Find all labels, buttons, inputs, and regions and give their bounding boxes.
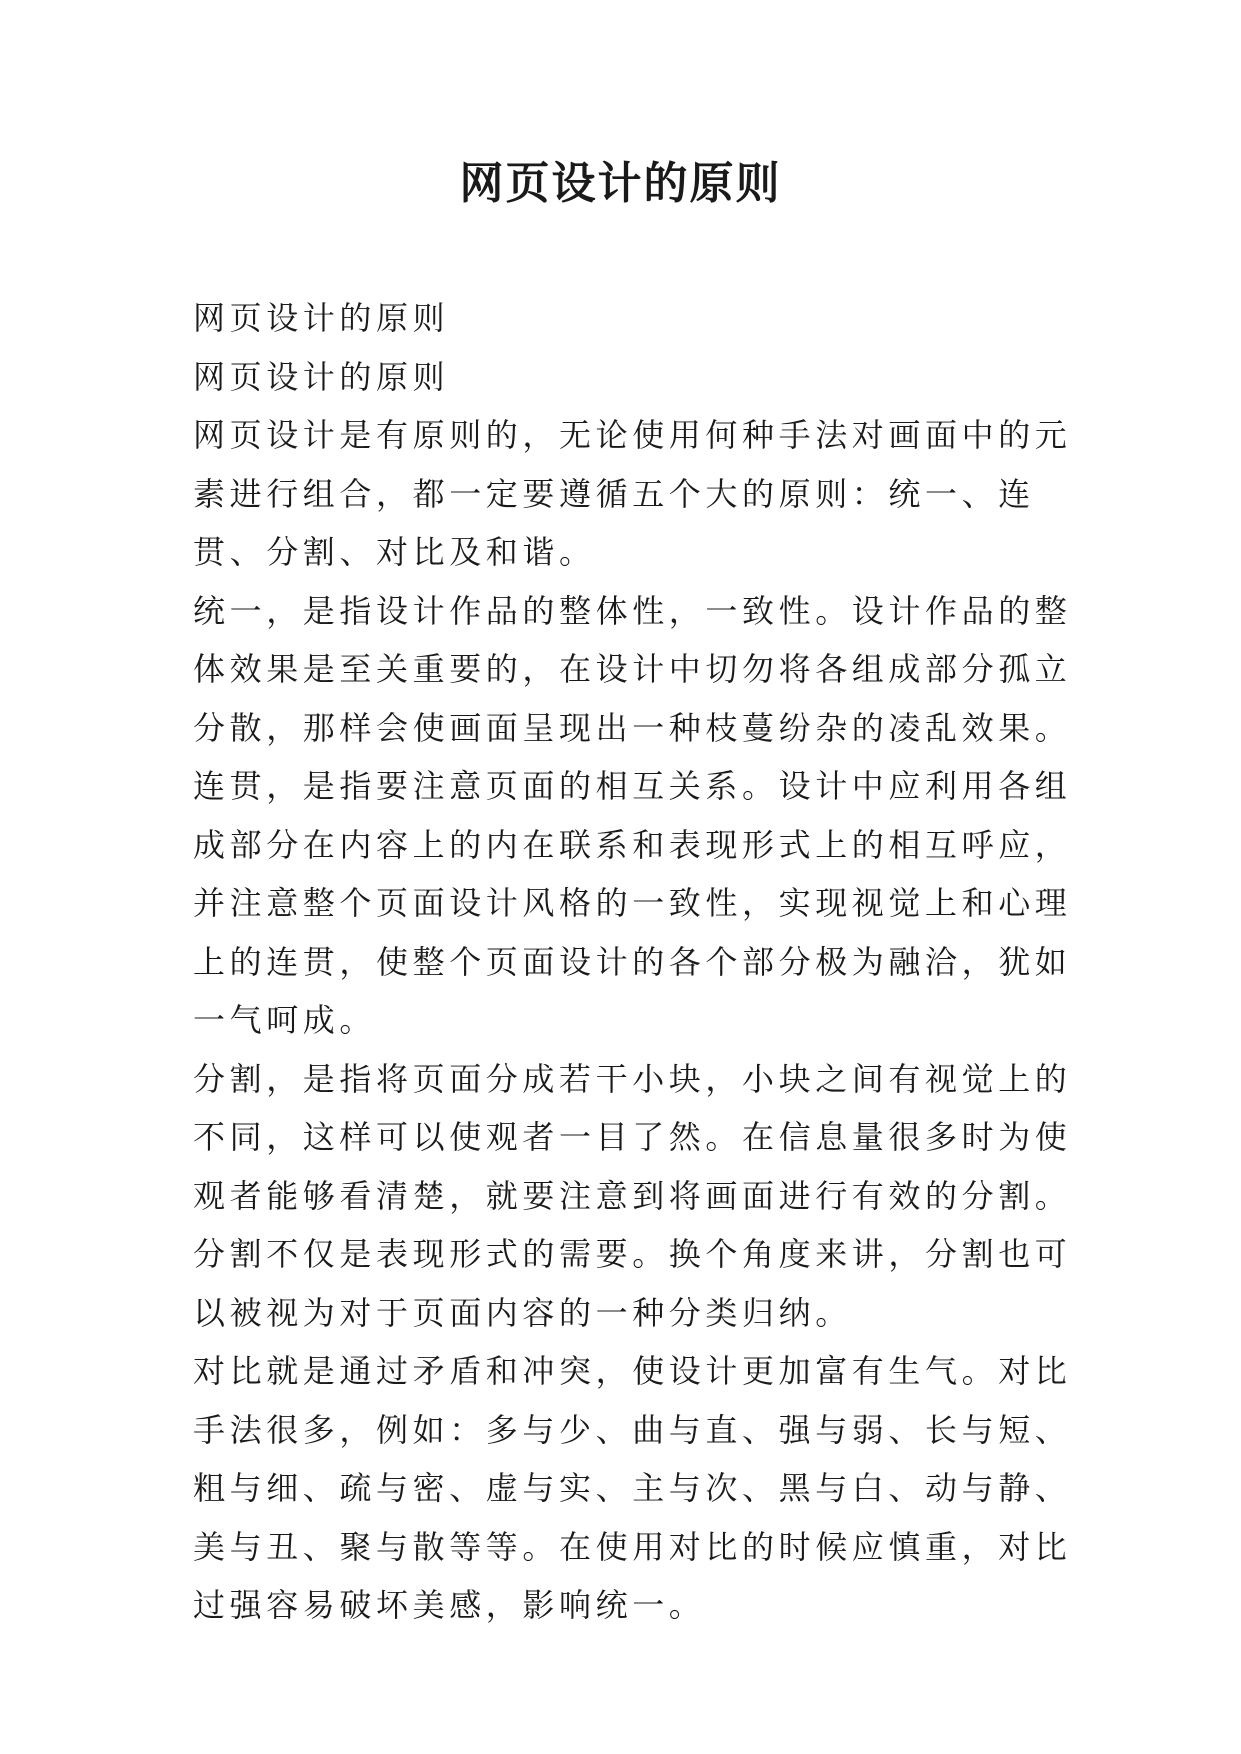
document-title: 网页设计的原则 xyxy=(459,158,782,209)
paragraph-division: 分割，是指将页面分成若干小块，小块之间有视觉上的不同，这样可以使观者一目了然。在信息量很多时为使观者能够看清楚，就要注意到将画面进行有效的分割。分割不仅是表现形式的需要。换个角度来讲，分割也可以被视为对于页面内容的一种分类归纳。 xyxy=(193,1059,1072,1332)
paragraph-unity: 统一，是指设计作品的整体性，一致性。设计作品的整体效果是至关重要的，在设计中切勿将各组成部分孤立分散，那样会使画面呈现出一种枝蔓纷杂的凌乱效果。 xyxy=(193,591,1072,747)
paragraph-coherence: 连贯，是指要注意页面的相互关系。设计中应利用各组成部分在内容上的内在联系和表现形式上的相互呼应，并注意整个页面设计风格的一致性，实现视觉上和心理上的连贯，使整个页面设计的各个部分极为融洽，犹如一气呵成。 xyxy=(193,767,1072,1039)
paragraph-contrast: 对比就是通过矛盾和冲突，使设计更加富有生气。对比手法很多，例如：多与少、曲与直、强与弱、长与短、粗与细、疏与密、虚与实、主与次、黑与白、动与静、美与丑、聚与散等等。在使用对比的时候应慎重，对比过强容易破坏美感，影响统一。 xyxy=(193,1352,1072,1624)
paragraph-introduction: 网页设计是有原则的，无论使用何种手法对画面中的元素进行组合，都一定要遵循五个大的原则：统一、连贯、分割、对比及和谐。 xyxy=(193,416,1072,571)
paragraph-repeated-title-1: 网页设计的原则 xyxy=(193,299,450,337)
paragraph-repeated-title-2: 网页设计的原则 xyxy=(193,357,450,396)
document-body xyxy=(193,289,1083,1635)
